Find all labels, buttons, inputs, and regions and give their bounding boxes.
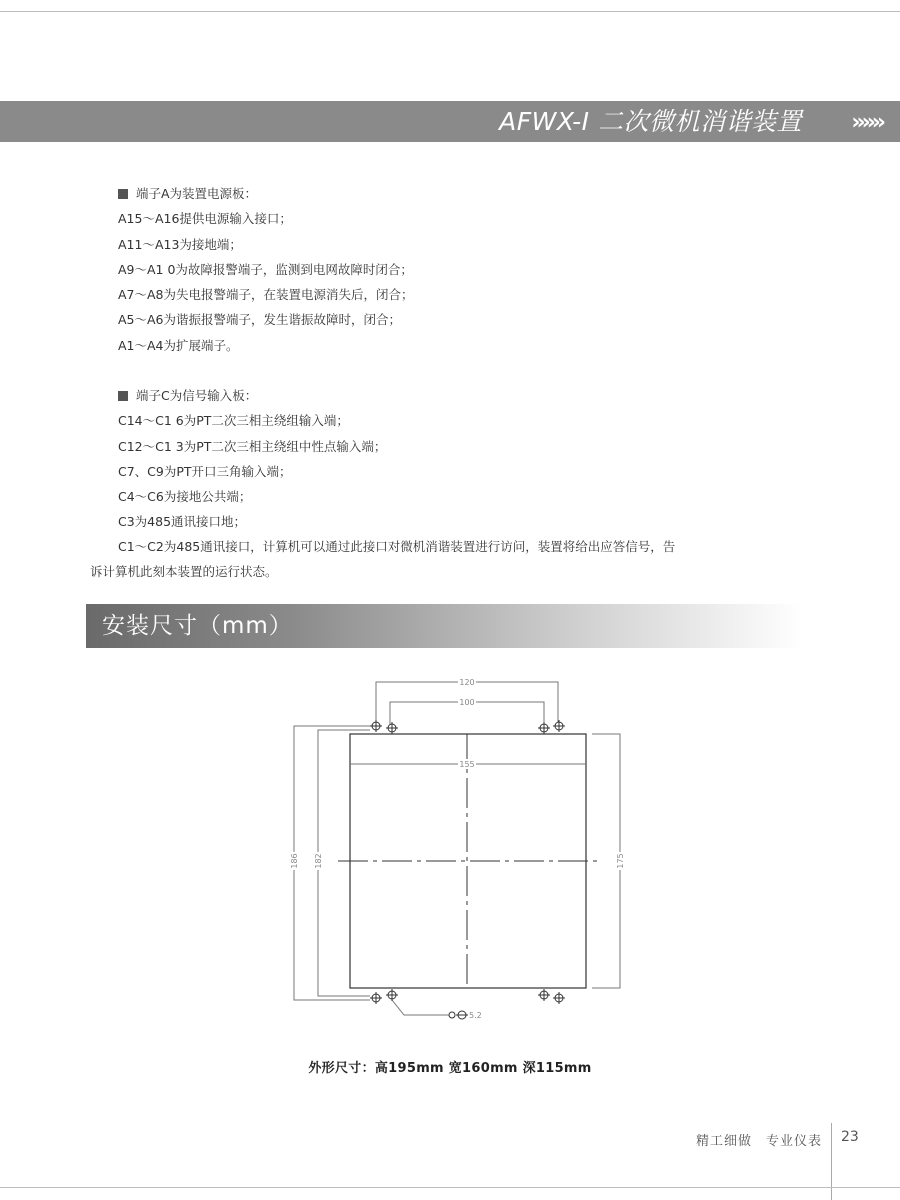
terminal-c-line: C3为485通讯接口地； [118, 514, 247, 530]
dim-label-top-inner: 100 [459, 698, 475, 707]
section-title: 安装尺寸（mm） [102, 613, 293, 639]
mounting-hole-icon [553, 720, 565, 732]
dim-label-inner-width: 155 [459, 760, 475, 769]
page-number: 23 [841, 1129, 859, 1145]
section-band [86, 604, 900, 648]
dim-label-hole: 5.2 [469, 1011, 482, 1020]
square-bullet-icon [118, 391, 128, 401]
dim-label-left-outer: 186 [290, 853, 299, 869]
mounting-hole-icon [553, 992, 565, 1004]
paragraph-line: C1～C2为485通讯接口，计算机可以通过此接口对微机消谐装置进行访问，装置将给出应答信号，告 [118, 539, 676, 554]
terminal-a-line: A5～A6为谐振报警端子，发生谐振故障时，闭合； [118, 312, 402, 328]
terminal-a-block [118, 181, 414, 358]
dimension-caption: 外形尺寸：高195mm 宽160mm 深115mm [308, 1061, 592, 1076]
hole-leader-line [392, 1000, 452, 1015]
mounting-hole-icon [370, 992, 382, 1004]
terminal-c-line: C4～C6为接地公共端； [118, 489, 252, 505]
header-title: AFWX-I 二次微机消谐装置 [499, 107, 802, 136]
terminal-c-line: C12～C1 3为PT二次三相主绕组中性点输入端； [118, 438, 387, 454]
left-outer-dim-line [294, 726, 370, 1000]
terminal-a-heading-text: 端子A为装置电源板： [136, 186, 258, 201]
dim-label-left-inner: 182 [314, 853, 323, 869]
terminal-a-line: A15～A16提供电源输入接口； [118, 211, 292, 227]
terminal-a-line: A9～A1 0为故障报警端子，监测到电网故障时闭合； [118, 261, 413, 277]
communication-paragraph [90, 534, 790, 584]
dim-label-top-outer: 120 [459, 678, 475, 687]
square-bullet-icon [118, 189, 128, 199]
mounting-hole-icon [538, 989, 550, 1001]
terminal-a-heading [118, 181, 414, 206]
mounting-hole-icon [386, 722, 398, 734]
paragraph-line: 诉计算机此刻本装置的运行状态。 [90, 564, 278, 579]
dim-label-right: 175 [616, 853, 625, 869]
terminal-a-line: A7～A8为失电报警端子，在装置电源消失后，闭合； [118, 287, 414, 303]
bottom-rule [0, 1187, 900, 1188]
terminal-c-line: C14～C1 6为PT二次三相主绕组输入端； [118, 413, 349, 429]
terminal-c-heading [118, 383, 386, 408]
terminal-c-line: C7、C9为PT开口三角输入端； [118, 463, 292, 479]
chevron-right-icon: »»» [851, 110, 882, 135]
terminal-a-line: A11～A13为接地端； [118, 236, 242, 252]
hole-callout-icon [449, 1011, 468, 1019]
mounting-hole-icon [370, 720, 382, 732]
top-rule [0, 11, 900, 12]
installation-drawing [280, 668, 640, 1028]
footer-divider [831, 1123, 832, 1200]
terminal-c-heading-text: 端子C为信号输入板： [136, 388, 258, 403]
footer-slogan: 精工细做 专业仪表 [695, 1134, 822, 1149]
terminal-a-line: A1～A4为扩展端子。 [118, 337, 239, 353]
mounting-hole-icon [538, 722, 550, 734]
terminal-c-block [118, 383, 386, 535]
header-band [0, 101, 900, 142]
left-inner-dim-line [318, 730, 370, 996]
mounting-hole-icon [386, 989, 398, 1001]
